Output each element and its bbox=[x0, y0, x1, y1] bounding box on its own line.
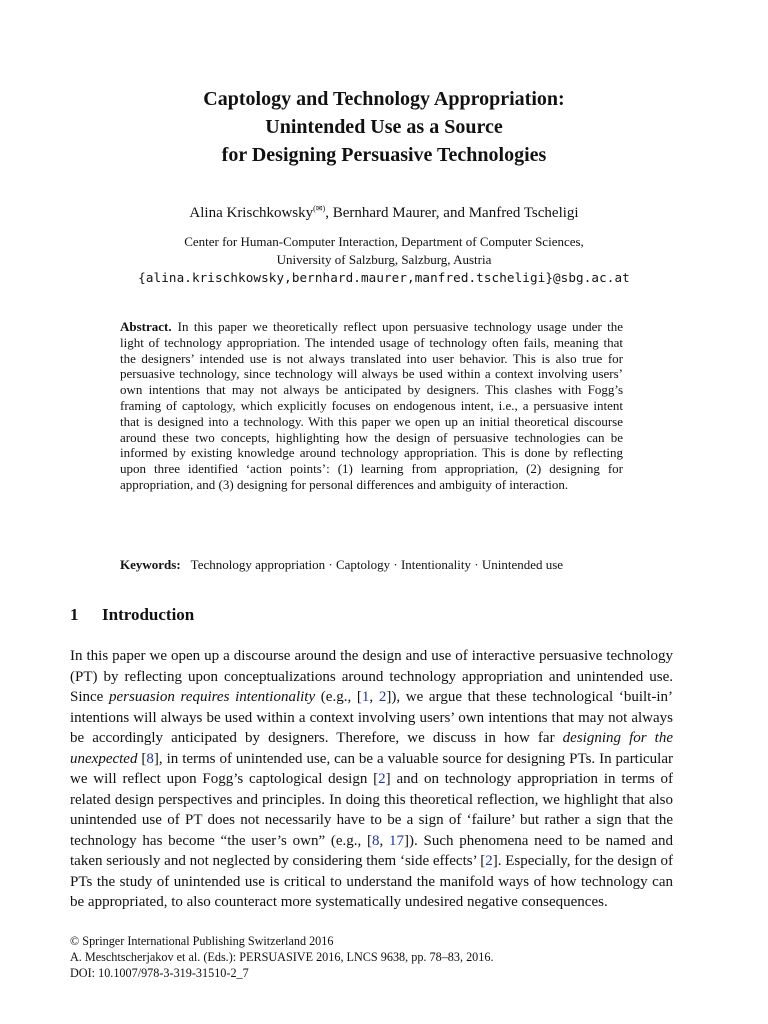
keywords-text: Technology appropriation · Captology · Intentionality · Unintended use bbox=[190, 557, 564, 572]
author-list bbox=[60, 203, 708, 223]
abstract-text: In this paper we theoretically reflect upon persuasive technology usage under the light of technology appropriation. The intended usage of technology often fails, meaning that the designers’ intended use is not always translated into user behavior. This is also true for persuasive technology, since technology will always be used within a context involving users’ own intentions that may not always be anticipated by designers. This clashes with Fogg’s framing of captology, which explicitly focuses on endogenous intent, i.e., a persuasive intent that is designed into a technology. With this paper we open up an initial theoretical discourse around these two concepts, highlighting how the design of persuasive technologies can be informed by existing knowledge around technology appropriation. This is done by reflecting upon three identified ‘action points’: (1) learning from appropriation, (2) designing for appropriation, and (3) designing for personal differences and ambiguity of interaction. bbox=[120, 319, 623, 492]
title-line-3: for Designing Persuasive Technologies bbox=[221, 144, 547, 166]
intro-text: , bbox=[379, 832, 390, 849]
intro-text: ]. Especially, for the design of PTs the study of unintended use is critical to understand the manifold ways of how technology can be appropriated, to also counteract more systematically undesired negative consequences. bbox=[70, 853, 673, 910]
intro-text: , bbox=[369, 689, 379, 705]
intro-emphasis: designing for the unexpected bbox=[70, 730, 673, 767]
envelope-icon: (✉) bbox=[313, 204, 326, 213]
intro-text: [ bbox=[137, 750, 147, 767]
affiliation-line-1: Center for Human-Computer Interaction, Department of Computer Sciences, bbox=[184, 234, 584, 249]
citation-line: A. Meschtscherjakov et al. (Eds.): PERSUASIVE 2016, LNCS 9638, pp. 78–83, 2016. bbox=[70, 949, 494, 964]
intro-text: In this paper we open up a discourse around the design and use of interactive persuasive technology (PT) by reflecting upon conceptualizations around technology appropriation and unintended use. Since bbox=[70, 648, 673, 705]
title-line-1: Captology and Technology Appropriation: bbox=[203, 88, 565, 110]
intro-text: ]). Such phenomena need to be named and taken seriously and not neglected by considering them ‘side effects’ [ bbox=[70, 832, 673, 869]
section-title: Introduction bbox=[102, 605, 195, 624]
citation-link[interactable]: 2 bbox=[485, 853, 493, 869]
citation-link[interactable]: 2 bbox=[378, 689, 387, 705]
publication-footer bbox=[70, 934, 690, 981]
affiliation bbox=[40, 233, 728, 287]
intro-emphasis: persuasion requires intentionality bbox=[109, 689, 316, 705]
copyright-line: © Springer International Publishing Switzerland 2016 bbox=[70, 934, 334, 948]
author-emails: {alina.krischkowsky,bernhard.maurer,manfred.tscheligi}@sbg.ac.at bbox=[138, 270, 630, 285]
citation-link[interactable]: 1 bbox=[361, 689, 370, 705]
paper-title bbox=[60, 85, 708, 169]
abstract-label: Abstract. bbox=[120, 319, 172, 334]
intro-text: ], in terms of unintended use, can be a valuable source for designing PTs. In particular we will reflect upon Fogg’s captological design [ bbox=[70, 750, 673, 787]
intro-text: (e.g., [ bbox=[315, 689, 362, 705]
keywords-label: Keywords: bbox=[120, 557, 181, 572]
affiliation-line-2: University of Salzburg, Salzburg, Austria bbox=[276, 252, 492, 267]
section-heading bbox=[70, 603, 194, 627]
intro-text: ]), we argue that these technological ‘built-in’ intentions will always be used within a context involving users’ own intentions that may not always be accordingly anticipated by designers. Therefore, we discuss in how far bbox=[70, 689, 673, 746]
title-line-2: Unintended Use as a Source bbox=[265, 116, 503, 138]
introduction-paragraph bbox=[70, 646, 673, 913]
author-first: Alina Krischkowsky bbox=[189, 205, 314, 221]
section-number: 1 bbox=[70, 605, 79, 624]
citation-link[interactable]: 8 bbox=[372, 832, 380, 849]
citation-link[interactable]: 2 bbox=[378, 771, 386, 787]
citation-link[interactable]: 17 bbox=[389, 832, 405, 849]
keywords bbox=[120, 556, 640, 573]
intro-text: ] and on technology appropriation in terms of related design perspectives and principles. In doing this theoretical reflection, we highlight that also unintended use of PT does not necessarily have to be a sign of ‘failure’ but rather a sign that the technology has become “the user’s own” (e.g., [ bbox=[70, 771, 673, 849]
doi-line: DOI: 10.1007/978-3-319-31510-2_7 bbox=[70, 965, 249, 980]
author-rest: , Bernhard Maurer, and Manfred Tscheligi bbox=[325, 205, 579, 221]
abstract bbox=[120, 319, 623, 493]
citation-link[interactable]: 8 bbox=[146, 750, 154, 767]
